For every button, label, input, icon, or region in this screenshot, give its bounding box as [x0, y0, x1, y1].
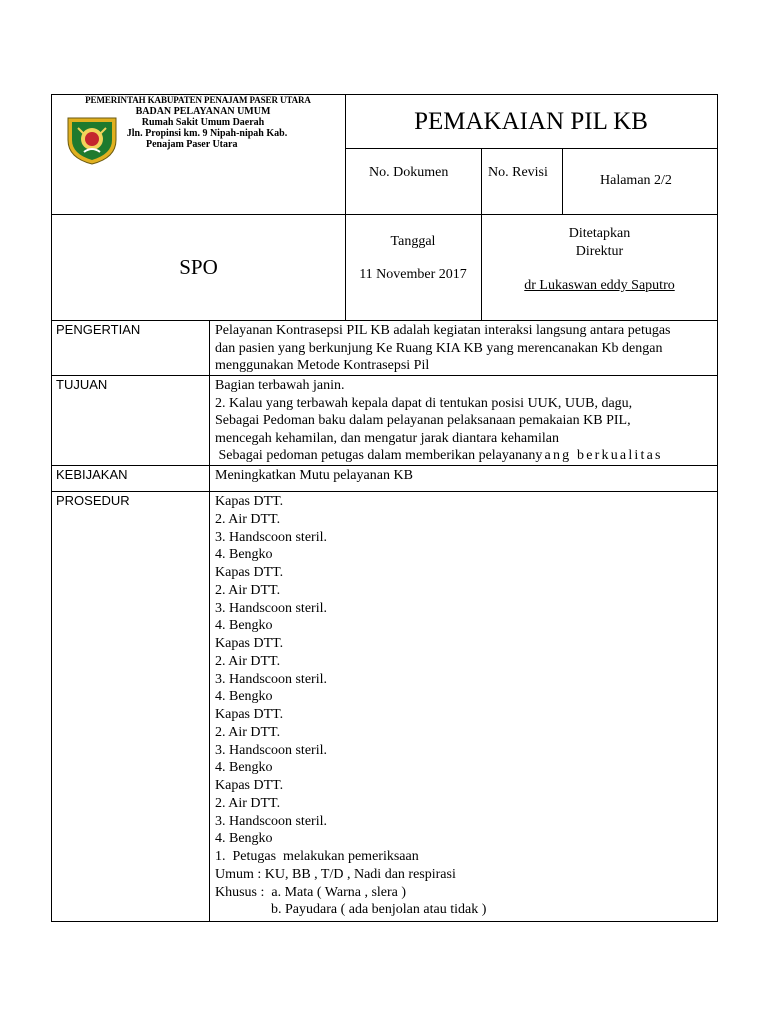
prosedur-line: 2. Air DTT.: [215, 724, 281, 740]
prosedur-line: 1. Petugas melakukan pemeriksaan: [215, 849, 419, 864]
prosedur-line: 3. Handscoon steril.: [215, 671, 327, 687]
text-line: mencegah kehamilan, dan mengatur jarak diantara kehamilan: [215, 430, 560, 446]
text-line: Bagian terbawah janin.: [215, 378, 345, 393]
org-line: Rumah Sakit Umum Daerah: [141, 117, 265, 128]
director-name: dr Lukaswan eddy Saputro: [524, 278, 675, 293]
prosedur-line: 3. Handscoon steril.: [215, 529, 327, 545]
direktur-label: Direktur: [575, 244, 624, 259]
tujuan-text: [215, 377, 715, 465]
tanggal-label: Tanggal: [390, 234, 436, 249]
no-dokumen-label: No. Dokumen: [369, 165, 449, 180]
pengertian-text: [215, 322, 715, 375]
prosedur-line: 3. Handscoon steril.: [215, 742, 327, 758]
pengertian-label: PENGERTIAN: [56, 322, 141, 337]
divider: [51, 491, 718, 492]
prosedur-line: 4. Bengko: [215, 618, 273, 634]
prosedur-line: 3. Handscoon steril.: [215, 600, 327, 616]
prosedur-line: Kapas DTT.: [215, 494, 284, 509]
prosedur-line: 2. Air DTT.: [215, 653, 281, 669]
halaman-label: Halaman 2/2: [600, 173, 672, 188]
org-line: PEMERINTAH KABUPATEN PENAJAM PASER UTARA: [85, 95, 311, 105]
prosedur-line: Umum : KU, BB , T/D , Nadi dan respirasi: [215, 866, 456, 882]
prosedur-line: 4. Bengko: [215, 760, 273, 776]
document-title: PEMAKAIAN PIL KB: [414, 108, 648, 135]
ditetapkan-label: Ditetapkan: [568, 226, 631, 241]
text-line: dan pasien yang berkunjung Ke Ruang KIA KB yang merencanakan Kb dengan: [215, 340, 663, 356]
prosedur-line: Khusus : a. Mata ( Warna , slera ): [215, 884, 407, 900]
tujuan-label: TUJUAN: [56, 377, 108, 392]
tanggal-value: 11 November 2017: [359, 267, 467, 282]
text-line: Meningkatkan Mutu pelayanan KB: [215, 468, 413, 483]
org-line: BADAN PELAYANAN UMUM: [135, 106, 271, 117]
text-line: Pelayanan Kontrasepsi PIL KB adalah kegiatan interaksi langsung antara petugas: [215, 323, 671, 338]
text-segment: yang berkualitas: [535, 448, 663, 464]
divider: [51, 375, 718, 376]
text-line: [215, 447, 715, 465]
regency-emblem-icon: [64, 112, 120, 166]
divider: [345, 148, 718, 149]
prosedur-line: 4. Bengko: [215, 689, 273, 705]
divider: [209, 320, 210, 922]
org-line: Jln. Propinsi km. 9 Nipah-nipah Kab.: [126, 128, 288, 139]
prosedur-line: b. Payudara ( ada benjolan atau tidak ): [215, 902, 487, 918]
prosedur-line: 2. Air DTT.: [215, 795, 281, 811]
prosedur-line: 3. Handscoon steril.: [215, 813, 327, 829]
prosedur-line: 4. Bengko: [215, 547, 273, 563]
prosedur-line: Kapas DTT.: [215, 565, 284, 580]
prosedur-line: 2. Air DTT.: [215, 511, 281, 527]
org-line: Penajam Paser Utara: [146, 139, 238, 150]
prosedur-line: Kapas DTT.: [215, 778, 284, 793]
prosedur-line: Kapas DTT.: [215, 707, 284, 722]
prosedur-text: [215, 493, 715, 919]
divider: [51, 465, 718, 466]
prosedur-line: Kapas DTT.: [215, 636, 284, 651]
divider: [562, 148, 563, 214]
text-line: menggunakan Metode Kontrasepsi Pil: [215, 358, 430, 374]
kebijakan-text: [215, 467, 715, 485]
text-line: Sebagai Pedoman baku dalam pelayanan pelaksanaan pemakaian KB PIL,: [215, 413, 631, 429]
spo-label: SPO: [179, 255, 218, 279]
no-revisi-label: No. Revisi: [488, 165, 548, 180]
text-segment: Sebagai pedoman petugas dalam memberikan pelayanan: [215, 448, 536, 464]
text-line: 2. Kalau yang terbawah kepala dapat di tentukan posisi UUK, UUB, dagu,: [215, 395, 633, 411]
prosedur-label: PROSEDUR: [56, 493, 130, 508]
prosedur-line: 4. Bengko: [215, 831, 273, 847]
kebijakan-label: KEBIJAKAN: [56, 467, 128, 482]
prosedur-line: 2. Air DTT.: [215, 582, 281, 598]
